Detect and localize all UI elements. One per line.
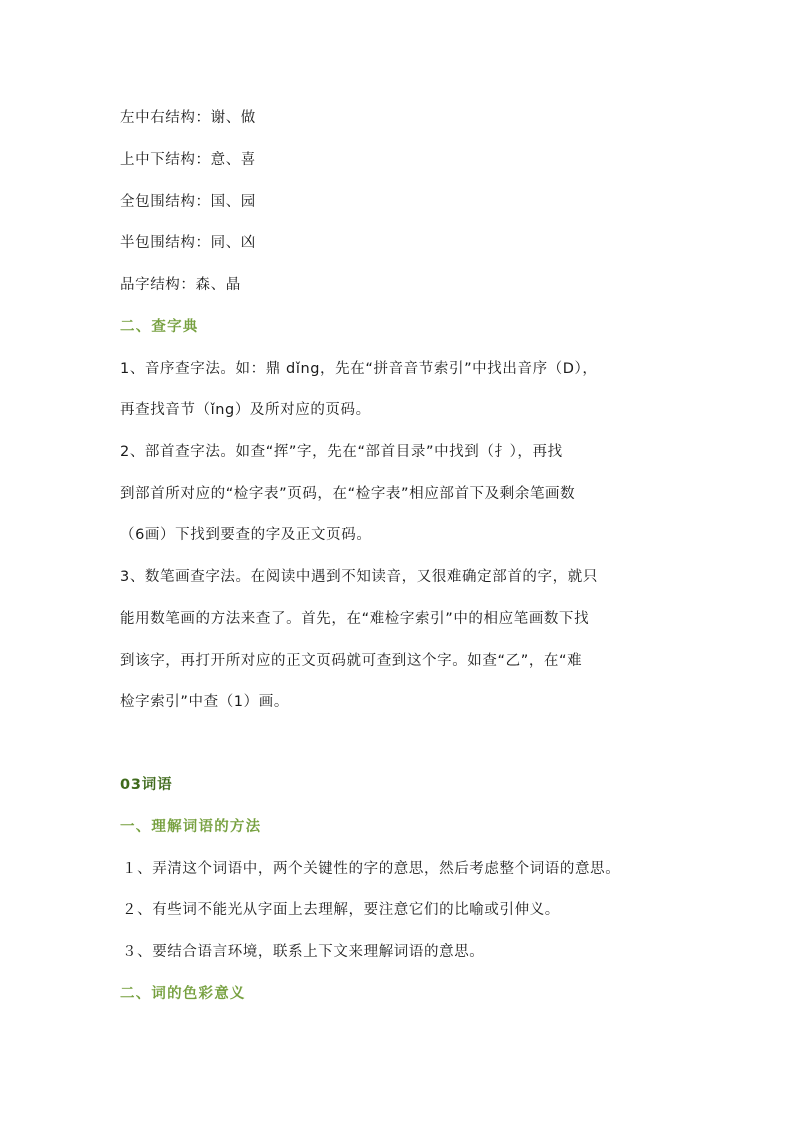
structure-line: 半包围结构：同、凶: [120, 235, 256, 251]
paragraph-line: 能用数笔画的方法来查了。首先，在“难检字索引”中的相应笔画数下找: [120, 611, 590, 627]
paragraph-line: 到该字，再打开所对应的正文页码就可查到这个字。如查“乙”，在“难: [120, 653, 583, 669]
method-line: ３、要结合语言环境，联系上下文来理解词语的意思。: [122, 944, 485, 960]
paragraph-line: （6画）下找到要查的字及正文页码。: [120, 527, 372, 543]
structure-line: 品字结构：森、晶: [120, 277, 241, 293]
paragraph-line: 检字索引”中查（1）画。: [120, 694, 289, 710]
paragraph-line: 到部首所对应的“检字表”页码，在“检字表”相应部首下及剩余笔画数: [120, 486, 576, 502]
dictionary-heading: 二、查字典: [120, 319, 199, 335]
structure-line: 上中下结构：意、喜: [120, 152, 256, 168]
words-heading-methods: 一、理解词语的方法: [120, 819, 262, 835]
method-line: １、弄清这个词语中，两个关键性的字的意思，然后考虑整个词语的意思。: [122, 861, 621, 877]
structure-line: 左中右结构：谢、做: [120, 110, 256, 126]
paragraph-line: 3、数笔画查字法。在阅读中遇到不知读音，又很难确定部首的字，就只: [120, 569, 598, 585]
structure-line: 全包围结构：国、园: [120, 194, 256, 210]
paragraph-line: 再查找音节（ǐng）及所对应的页码。: [120, 402, 371, 418]
method-line: ２、有些词不能光从字面上去理解，要注意它们的比喻或引伸义。: [122, 902, 560, 918]
paragraph-line: 1、音序查字法。如：鼎 dǐng，先在“拼音音节索引”中找出音序（D），: [120, 361, 598, 377]
paragraph-line: 2、部首查字法。如查“挥”字，先在“部首目录”中找到（扌），再找: [120, 444, 563, 460]
words-heading-color-meaning: 二、词的色彩意义: [120, 986, 246, 1002]
section-title: 03词语: [120, 777, 173, 793]
